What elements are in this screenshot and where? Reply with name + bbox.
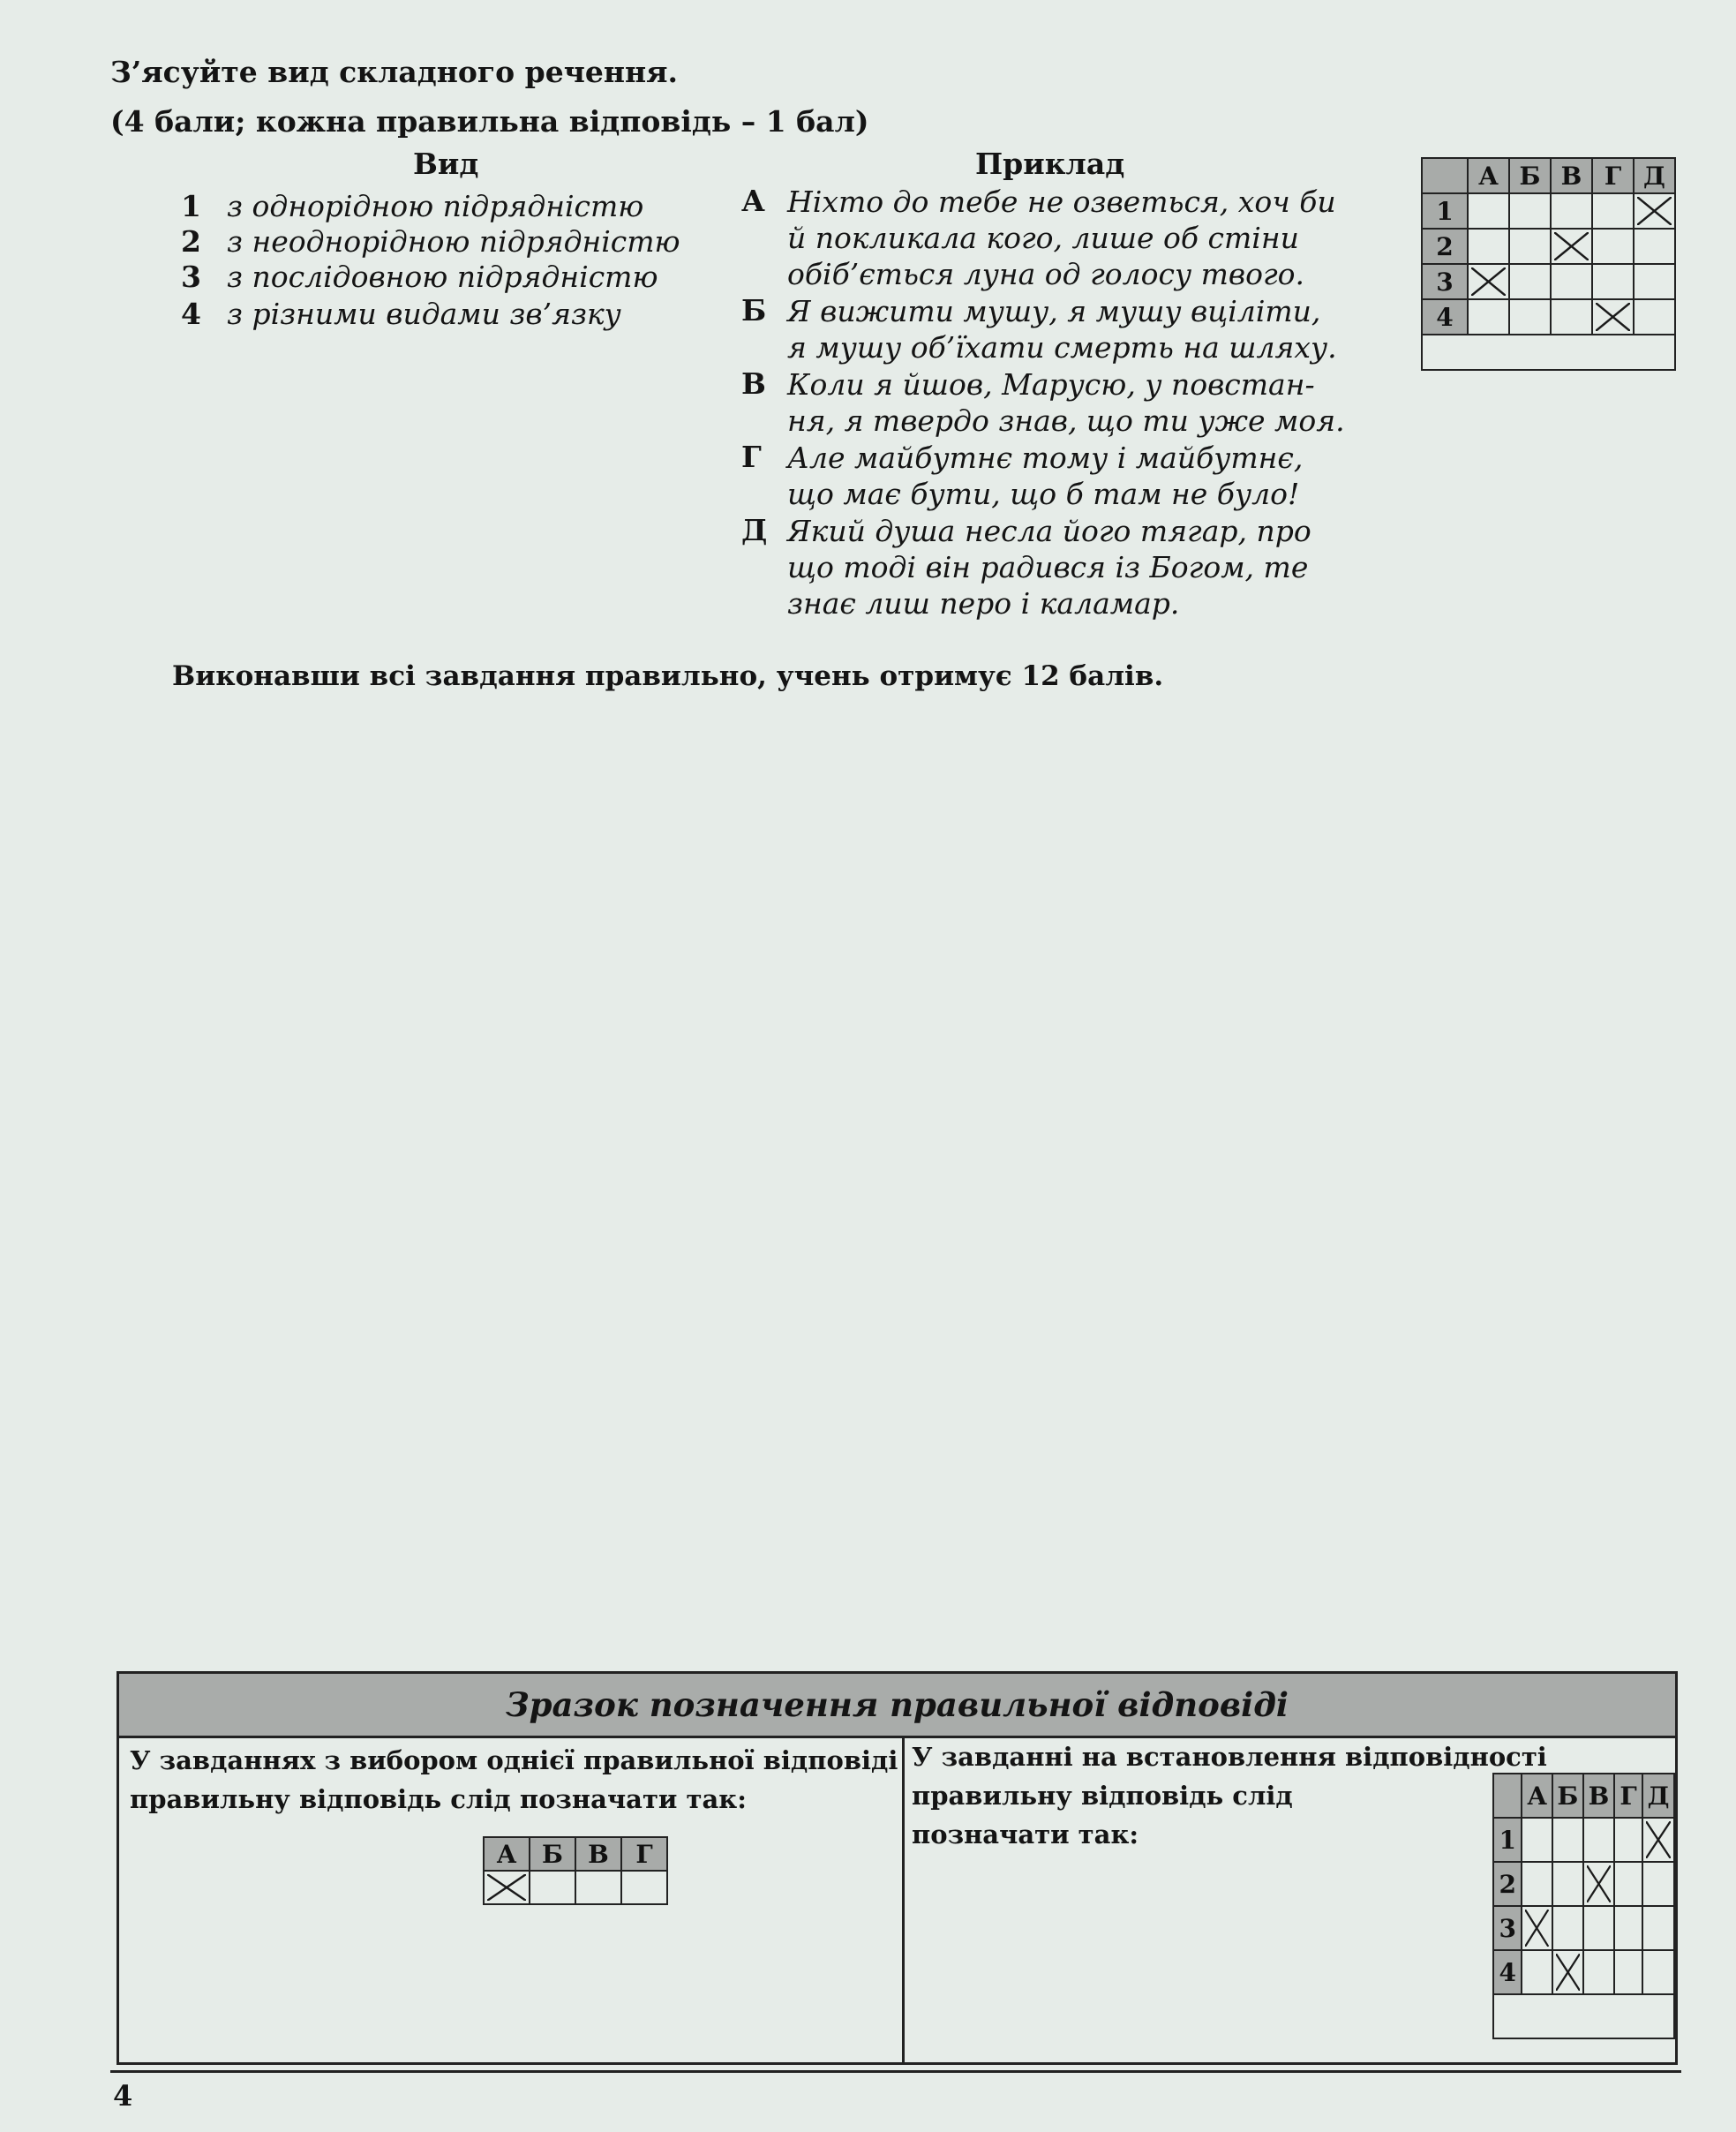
grid-row-header: 3	[1493, 1906, 1522, 1950]
example-line: я мушу об’їхати смерть на шляху.	[787, 330, 1337, 365]
answer-cell[interactable]	[621, 1871, 667, 1904]
example-line: й покликала кого, лише об стіни	[787, 221, 1299, 255]
answer-cell[interactable]	[1642, 1950, 1674, 1994]
sample-right-panel	[905, 1736, 1675, 2062]
sample-right-text	[912, 1737, 1547, 1854]
example-letter: Д	[741, 513, 768, 547]
cross-mark-icon	[1525, 1910, 1548, 1947]
cross-mark-icon	[1471, 267, 1506, 296]
grid-col-header: В	[1583, 1774, 1614, 1818]
answer-cell[interactable]	[530, 1871, 575, 1904]
example-letter: А	[741, 184, 765, 218]
answer-cell[interactable]	[1551, 193, 1592, 229]
answer-cell[interactable]	[1583, 1862, 1614, 1906]
sample-left-line: У завданнях з вибором однієї правильної відповіді	[130, 1745, 898, 1775]
answer-cell[interactable]	[1551, 229, 1592, 264]
answer-cell[interactable]	[1522, 1906, 1552, 1950]
answer-cell[interactable]	[1614, 1818, 1642, 1862]
example-line: обіб’ється луна од голосу твого.	[787, 257, 1305, 291]
column-header-pryklad: Приклад	[975, 147, 1125, 181]
vid-item-number: 1	[181, 189, 201, 223]
answer-cell[interactable]	[1592, 229, 1634, 264]
cross-mark-icon	[1587, 1865, 1611, 1902]
grid-col-header: А	[1522, 1774, 1552, 1818]
answer-cell[interactable]	[1522, 1950, 1552, 1994]
answer-cell[interactable]	[1592, 264, 1634, 299]
sample-left-panel	[119, 1736, 905, 2062]
sample-box	[116, 1671, 1678, 2065]
grid-col-header: Д	[1642, 1774, 1674, 1818]
answer-cell[interactable]	[1552, 1950, 1583, 1994]
answer-cell[interactable]	[1642, 1906, 1674, 1950]
answer-cell[interactable]	[1583, 1950, 1614, 1994]
answer-cell[interactable]	[1509, 299, 1551, 335]
bottom-rule	[110, 2070, 1681, 2073]
grid-row-header: 1	[1422, 193, 1468, 229]
task-points: (4 бали; кожна правильна відповідь – 1 бал)	[110, 104, 869, 139]
vid-item-text: з послідовною підрядністю	[227, 260, 658, 294]
answer-cell[interactable]	[1509, 193, 1551, 229]
answer-cell[interactable]	[1634, 229, 1675, 264]
example-line: Але майбутнє тому і майбутнє,	[787, 441, 1304, 475]
grid-col-header: Г	[1614, 1774, 1642, 1818]
sample-left-text	[130, 1741, 898, 1819]
answer-cell[interactable]	[1551, 264, 1592, 299]
grid-corner	[1422, 158, 1468, 193]
vid-item-text: з неоднорідною підрядністю	[227, 224, 680, 259]
vid-item-text: з різними видами зв’язку	[227, 297, 621, 331]
answer-cell[interactable]	[1522, 1862, 1552, 1906]
vid-item-3	[181, 260, 658, 295]
example-letter: Б	[741, 293, 767, 328]
example-letter: В	[741, 366, 766, 401]
answer-grid	[1421, 157, 1676, 371]
sample-right-line: У завданні на встановлення відповідності	[912, 1742, 1547, 1772]
answer-cell[interactable]	[1551, 299, 1592, 335]
example-line: що тоді він радився із Богом, те	[787, 550, 1309, 584]
grid-col-header: А	[484, 1837, 530, 1871]
answer-cell[interactable]	[575, 1871, 621, 1904]
answer-cell[interactable]	[1552, 1818, 1583, 1862]
grid-row-header: 1	[1493, 1818, 1522, 1862]
vid-item-2	[181, 224, 680, 260]
grid-row-header: 3	[1422, 264, 1468, 299]
answer-cell[interactable]	[1614, 1950, 1642, 1994]
vid-item-number: 3	[181, 260, 201, 294]
sample-right-line: позначати так:	[912, 1819, 1139, 1849]
cross-mark-icon	[1646, 1821, 1671, 1858]
grid-row-header: 2	[1493, 1862, 1522, 1906]
vid-item-text: з однорідною підрядністю	[227, 189, 644, 223]
grid-footer-cell	[1493, 1994, 1674, 2038]
cross-mark-icon	[1637, 197, 1672, 225]
sample-right-line: правильну відповідь слід	[912, 1781, 1293, 1811]
column-header-vid: Вид	[413, 147, 479, 181]
answer-cell[interactable]	[1509, 264, 1551, 299]
answer-cell[interactable]	[1614, 1906, 1642, 1950]
matching-grid	[1492, 1773, 1675, 2039]
answer-cell[interactable]	[1634, 193, 1675, 229]
footer-note: Виконавши всі завдання правильно, учень отримує 12 балів.	[172, 660, 1164, 692]
grid-col-header: Г	[621, 1837, 667, 1871]
answer-cell[interactable]	[1468, 264, 1509, 299]
grid-corner	[1493, 1774, 1522, 1818]
task-title: З’ясуйте вид складного речення.	[110, 55, 679, 89]
answer-cell[interactable]	[1583, 1818, 1614, 1862]
answer-cell[interactable]	[1509, 229, 1551, 264]
answer-cell[interactable]	[1642, 1862, 1674, 1906]
vid-item-4	[181, 297, 621, 332]
grid-col-header: В	[1551, 158, 1592, 193]
answer-cell[interactable]	[1583, 1906, 1614, 1950]
vid-item-1	[181, 189, 643, 224]
answer-cell[interactable]	[1552, 1906, 1583, 1950]
grid-col-header: Д	[1634, 158, 1675, 193]
answer-cell[interactable]	[1592, 299, 1634, 335]
answer-cell[interactable]	[1642, 1818, 1674, 1862]
grid-col-header: А	[1468, 158, 1509, 193]
grid-col-header: Б	[1509, 158, 1551, 193]
single-choice-grid	[483, 1836, 668, 1905]
answer-cell[interactable]	[1634, 299, 1675, 335]
vid-item-number: 4	[181, 297, 201, 331]
grid-row-header: 2	[1422, 229, 1468, 264]
grid-col-header: Г	[1592, 158, 1634, 193]
answer-cell[interactable]	[1592, 193, 1634, 229]
cross-mark-icon	[487, 1874, 526, 1901]
vid-item-number: 2	[181, 224, 201, 259]
cross-mark-icon	[1556, 1954, 1580, 1991]
answer-cell[interactable]	[1468, 229, 1509, 264]
answer-cell[interactable]	[1614, 1862, 1642, 1906]
example-line: Коли я йшов, Марусю, у повстан-	[787, 367, 1315, 402]
example-line: ня, я твердо знав, що ти уже моя.	[787, 403, 1345, 438]
answer-cell[interactable]	[1522, 1818, 1552, 1862]
page-number: 4	[113, 2079, 133, 2113]
grid-row-header: 4	[1493, 1950, 1522, 1994]
example-line: Я вижити мушу, я мушу вціліти,	[787, 294, 1321, 328]
example-line: Який душа несла його тягар, про	[787, 514, 1311, 548]
grid-col-header: Б	[530, 1837, 575, 1871]
grid-footer-cell	[1422, 335, 1675, 370]
grid-row-header: 4	[1422, 299, 1468, 335]
answer-cell[interactable]	[1552, 1862, 1583, 1906]
example-line: знає лиш перо і каламар.	[787, 586, 1180, 621]
example-line: Ніхто до тебе не озветься, хоч би	[787, 185, 1336, 219]
answer-cell[interactable]	[1468, 299, 1509, 335]
grid-col-header: В	[575, 1837, 621, 1871]
example-line: що має бути, що б там не було!	[787, 477, 1300, 511]
answer-cell[interactable]	[1634, 264, 1675, 299]
sample-left-line: правильну відповідь слід позначати так:	[130, 1784, 747, 1814]
answer-cell[interactable]	[1468, 193, 1509, 229]
cross-mark-icon	[1596, 303, 1630, 331]
grid-col-header: Б	[1552, 1774, 1583, 1818]
sample-title: Зразок позначення правильної відповіді	[119, 1674, 1675, 1738]
cross-mark-icon	[1554, 232, 1589, 260]
answer-cell[interactable]	[484, 1871, 530, 1904]
example-letter: Г	[741, 440, 762, 474]
